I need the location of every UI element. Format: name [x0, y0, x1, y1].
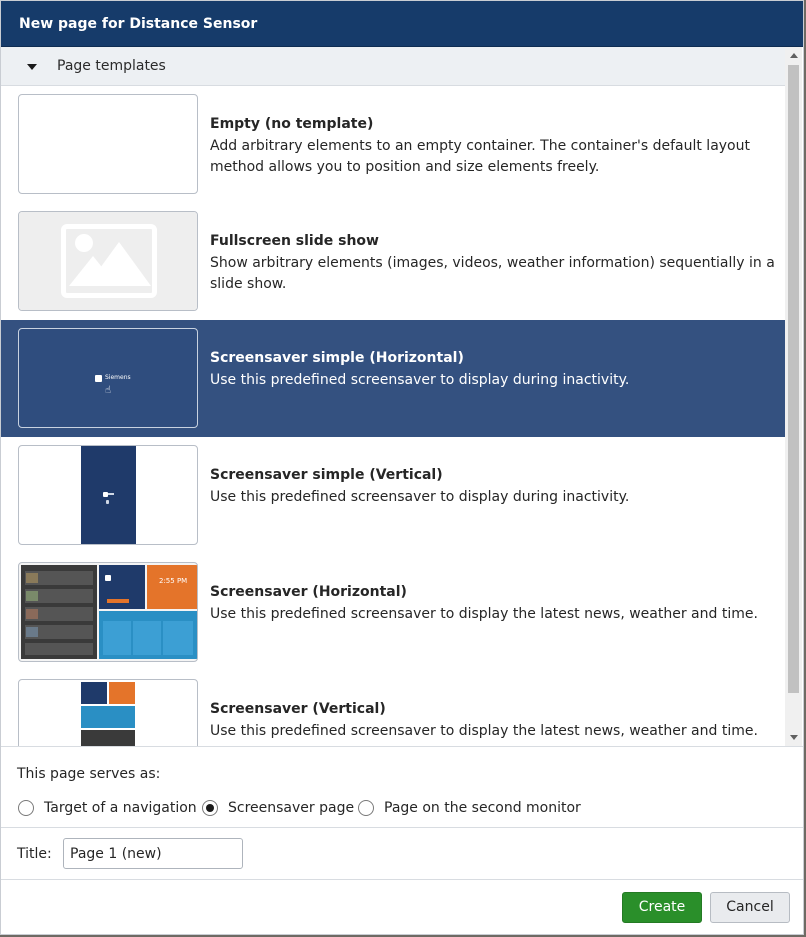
- logo-icon: [95, 375, 102, 382]
- radio-label: Target of a navigation: [44, 800, 197, 816]
- template-title: Fullscreen slide show: [210, 233, 379, 249]
- scroll-down-arrow-icon[interactable]: [790, 735, 798, 740]
- dialog-title: New page for Distance Sensor: [1, 1, 803, 47]
- template-title: Screensaver simple (Vertical): [210, 467, 443, 483]
- template-item-empty[interactable]: [1, 86, 785, 203]
- radio-target-of-navigation[interactable]: [18, 799, 197, 817]
- template-title: Screensaver simple (Horizontal): [210, 350, 464, 366]
- template-description: Use this predefined screensaver to display the latest news, weather and time.: [210, 606, 758, 622]
- serves-as-section: [1, 746, 803, 828]
- template-thumbnail: [18, 445, 198, 545]
- template-description: Use this predefined screensaver to display the latest news, weather and time.: [210, 723, 758, 739]
- template-list-scrollbar[interactable]: [785, 47, 802, 747]
- pointer-hand-icon: ☝: [105, 385, 112, 396]
- scroll-up-arrow-icon[interactable]: [790, 53, 798, 58]
- thumbnail-time: 2:55 PM: [159, 577, 188, 585]
- image-placeholder-icon: [19, 212, 197, 310]
- template-title: Screensaver (Horizontal): [210, 584, 407, 600]
- template-item-screensaver-horizontal[interactable]: [1, 554, 785, 671]
- radio-label: Screensaver page: [228, 800, 355, 816]
- page-templates-header[interactable]: [1, 47, 785, 86]
- radio-label: Page on the second monitor: [384, 800, 581, 816]
- radio-button[interactable]: [202, 800, 218, 816]
- template-thumbnail: [18, 562, 198, 662]
- template-item-screensaver-simple-horizontal[interactable]: [1, 320, 785, 437]
- template-item-screensaver-simple-vertical[interactable]: [1, 437, 785, 554]
- template-description: Show arbitrary elements (images, videos, weather information) sequentially in a slide show.: [210, 255, 775, 292]
- template-list: [1, 86, 785, 746]
- section-title: Page templates: [57, 58, 166, 74]
- template-title: Empty (no template): [210, 116, 374, 132]
- radio-screensaver-page[interactable]: [202, 799, 354, 817]
- radio-button[interactable]: [358, 800, 374, 816]
- radio-second-monitor[interactable]: [358, 799, 581, 817]
- template-item-screensaver-vertical[interactable]: [1, 671, 785, 746]
- thumbnail-logo-text: Siemens: [105, 374, 131, 381]
- scrollbar-thumb[interactable]: [788, 65, 799, 693]
- caret-down-icon[interactable]: [27, 64, 37, 70]
- template-thumbnail: [18, 679, 198, 746]
- template-description: Use this predefined screensaver to display during inactivity.: [210, 489, 630, 505]
- title-label: Title:: [17, 846, 52, 862]
- title-input[interactable]: [63, 838, 243, 869]
- template-description: Use this predefined screensaver to display during inactivity.: [210, 372, 630, 388]
- serves-as-label: This page serves as:: [17, 766, 161, 782]
- create-button[interactable]: Create: [622, 892, 702, 923]
- template-title: Screensaver (Vertical): [210, 701, 386, 717]
- radio-button[interactable]: [18, 800, 34, 816]
- template-item-slideshow[interactable]: [1, 203, 785, 320]
- template-thumbnail: [18, 328, 198, 428]
- cancel-button[interactable]: Cancel: [710, 892, 790, 923]
- template-thumbnail: [18, 211, 198, 311]
- title-row: [1, 828, 803, 880]
- template-thumbnail: [18, 94, 198, 194]
- logo-icon: [105, 575, 111, 581]
- template-description: Add arbitrary elements to an empty container. The container's default layout method allows you to position and size elements freely.: [210, 138, 750, 175]
